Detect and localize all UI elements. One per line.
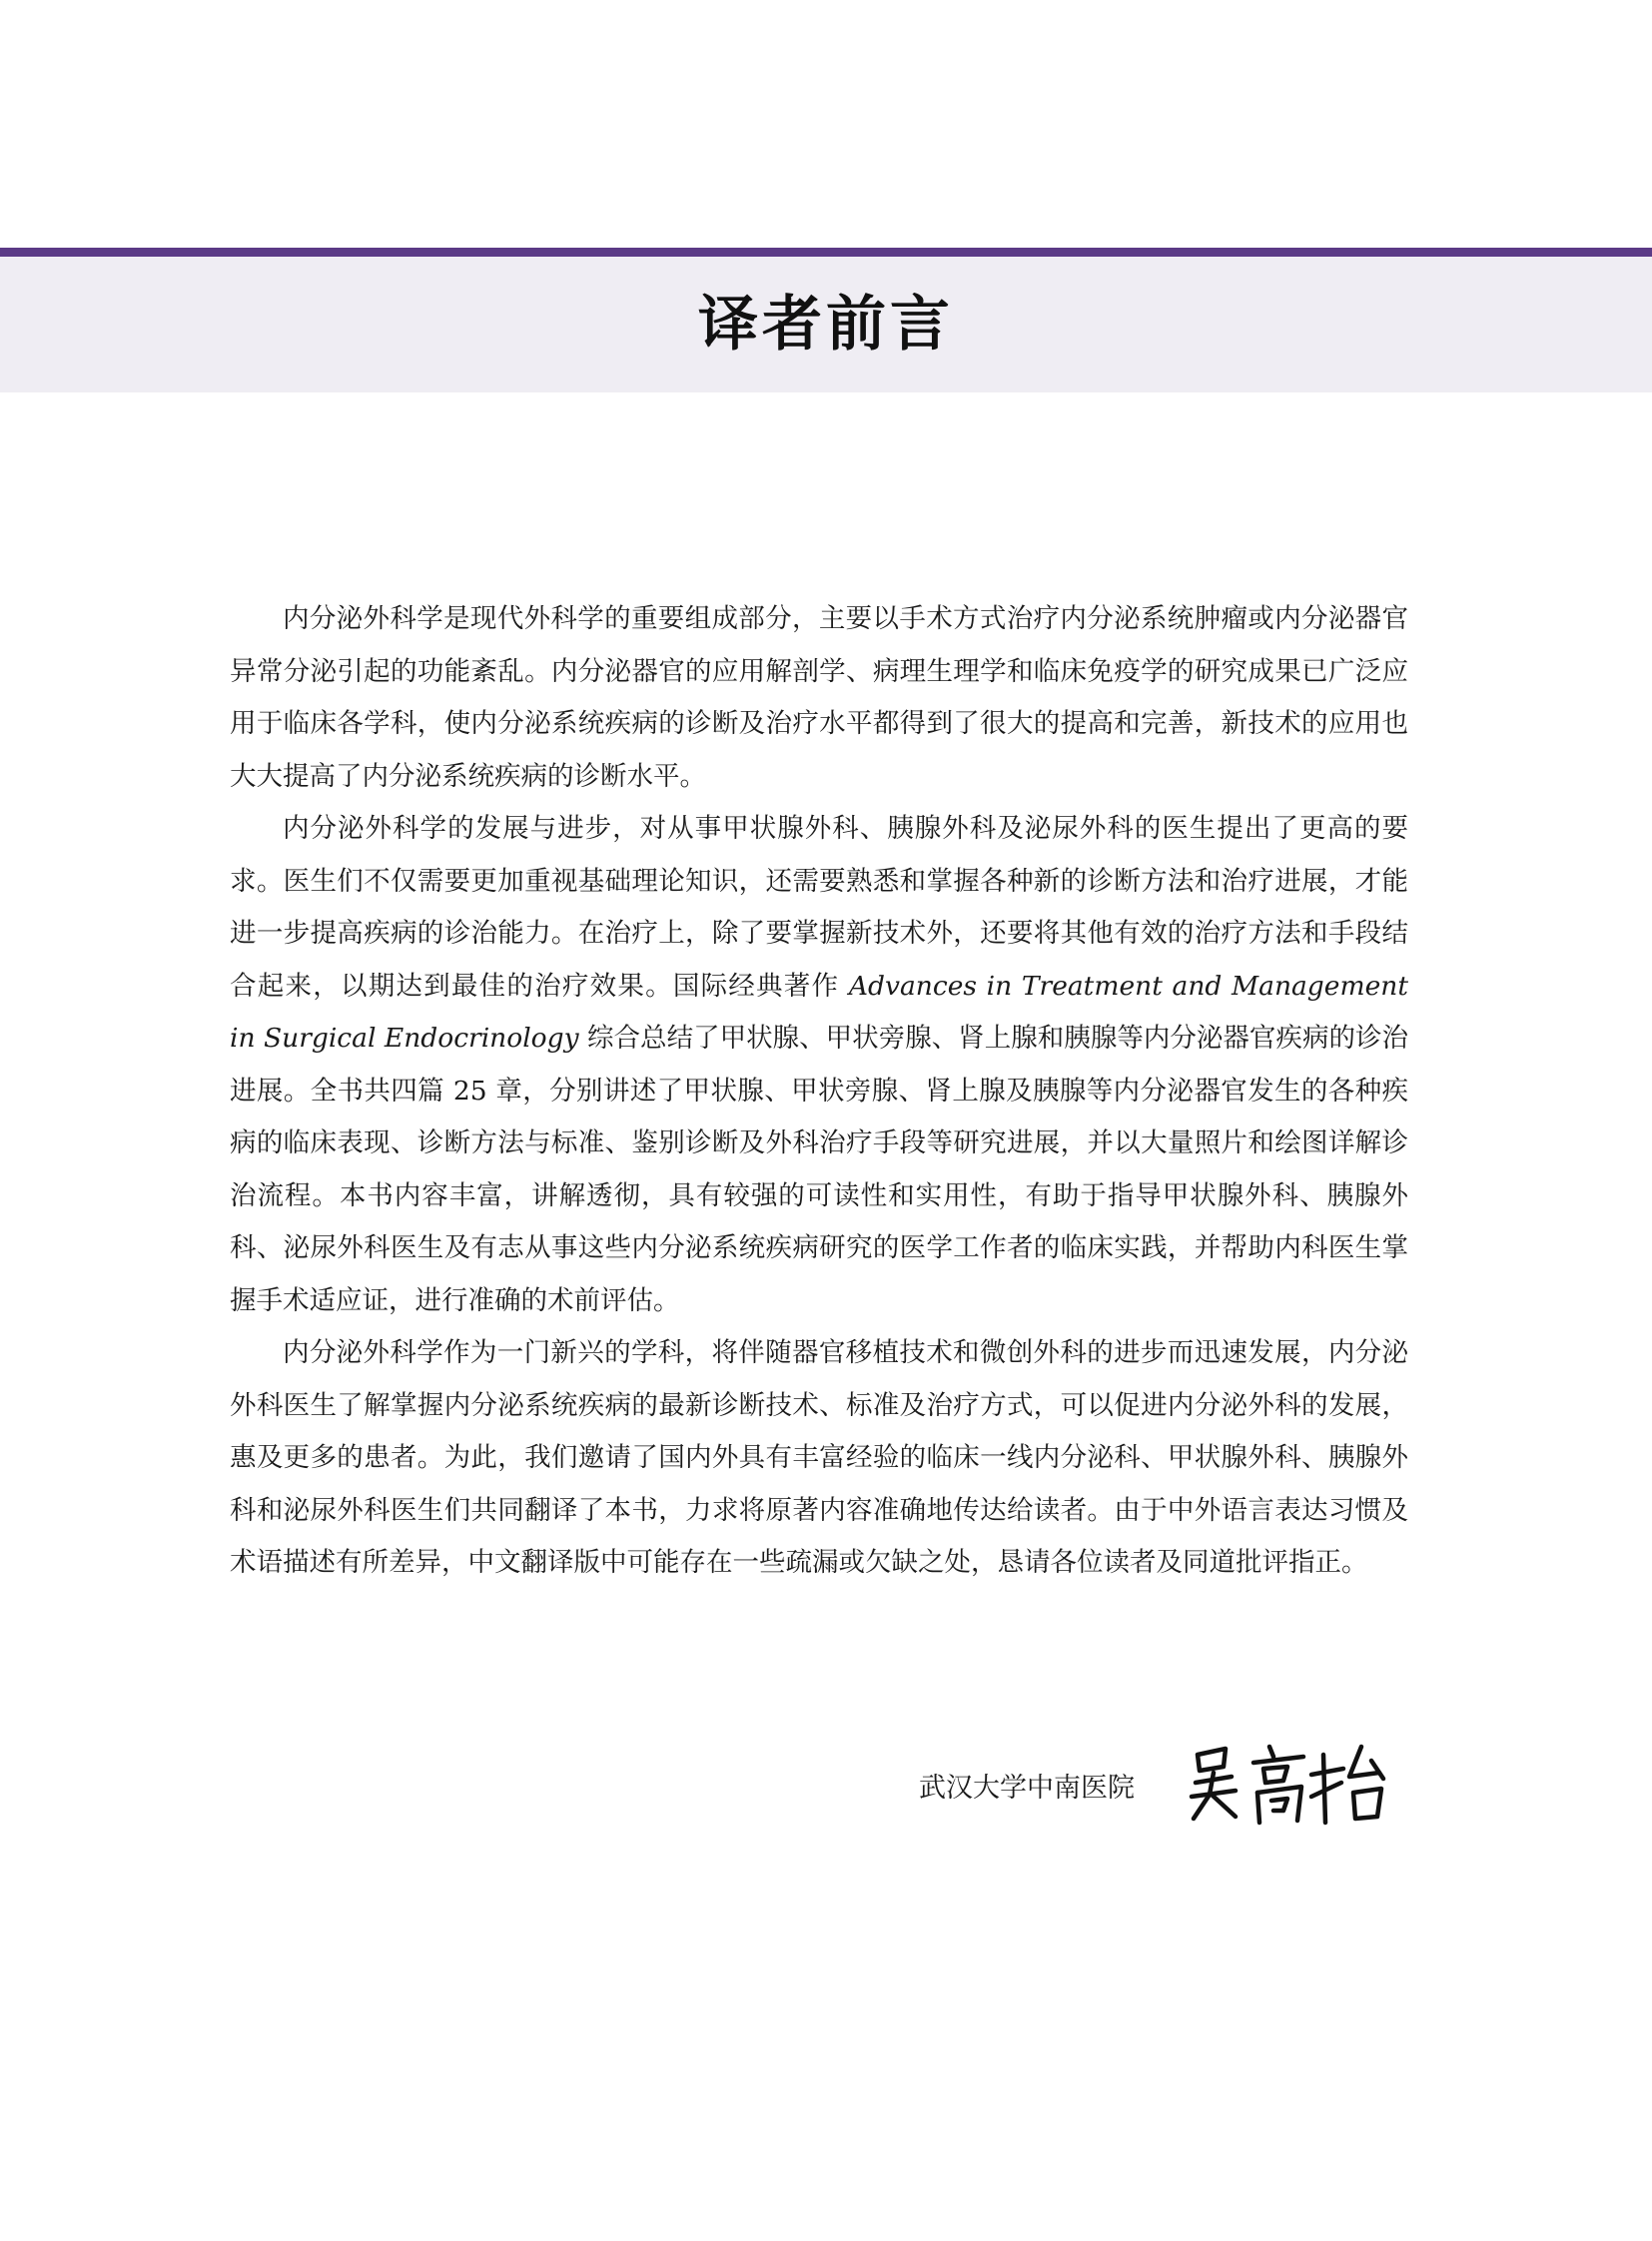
paragraph-1: 内分泌外科学是现代外科学的重要组成部分，主要以手术方式治疗内分泌系统肿瘤或内分泌器官异常分泌引起的功能紊乱。内分泌器官的应用解剖学、病理生理学和临床免疫学的研究成果已广泛应用于临床各学科，使内分泌系统疾病的诊断及治疗水平都得到了很大的提高和完善，新技术的应用也大大提高了内分泌系统疾病的诊断水平。: [230, 603, 1408, 792]
book-title: Advances in Treatment and Management in Surgical Endocrinology: [230, 970, 1408, 1054]
paragraph-2: [230, 803, 1408, 1327]
title-banner: [0, 248, 1652, 392]
signature-block: [919, 1733, 1398, 1843]
paragraph-2-part-b: 综合总结了甲状腺、甲状旁腺、肾上腺和胰腺等内分泌器官疾病的诊治进展。全书共四篇 25 章，分别讲述了甲状腺、甲状旁腺、肾上腺及胰腺等内分泌器官发生的各种疾病的临床表现、诊断方法与标准、鉴别诊断及外科治疗手段等研究进展，并以大量照片和绘图详解诊治流程。本书内容丰富，讲解透彻，具有较强的可读性和实用性，有助于指导甲状腺外科、胰腺外科、泌尿外科医生及有志从事这些内分泌系统疾病研究的医学工作者的临床实践，并帮助内科医生掌握手术适应证，进行准确的术前评估。: [230, 1023, 1408, 1316]
preface-body: [230, 593, 1408, 1590]
affiliation: 武汉大学中南医院: [919, 1773, 1135, 1804]
paragraph-3: 内分泌外科学作为一门新兴的学科，将伴随器官移植技术和微创外科的进步而迅速发展，内分泌外科医生了解掌握内分泌系统疾病的最新诊断技术、标准及治疗方式，可以促进内分泌外科的发展，惠及更多的患者。为此，我们邀请了国内外具有丰富经验的临床一线内分泌科、甲状腺外科、胰腺外科和泌尿外科医生们共同翻译了本书，力求将原著内容准确地传达给读者。由于中外语言表达习惯及术语描述有所差异，中文翻译版中可能存在一些疏漏或欠缺之处，恳请各位读者及同道批评指正。: [230, 1337, 1408, 1578]
handwritten-signature: [1184, 1733, 1398, 1833]
paragraph-2-part-a: 内分泌外科学的发展与进步，对从事甲状腺外科、胰腺外科及泌尿外科的医生提出了更高的要求。医生们不仅需要更加重视基础理论知识，还需要熟悉和掌握各种新的诊断方法和治疗进展，才能进一步提高疾病的诊治能力。在治疗上，除了要掌握新技术外，还要将其他有效的治疗方法和手段结合起来，以期达到最佳的治疗效果。国际经典著作: [230, 813, 1408, 1002]
page-title: 译者前言: [698, 290, 954, 360]
